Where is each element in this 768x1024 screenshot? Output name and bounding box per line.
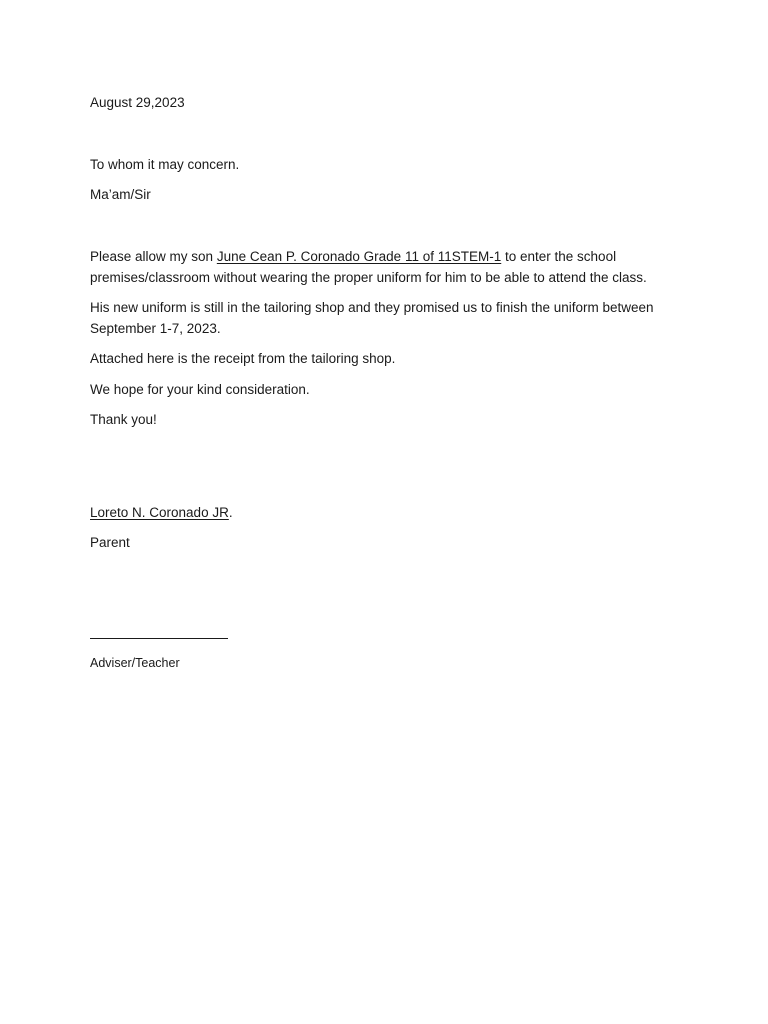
body-paragraph-consideration: We hope for your kind consideration. [90, 382, 310, 397]
request-text-start: Please allow my son [90, 249, 217, 264]
body-paragraph-request [90, 247, 690, 288]
letter-recipient: To whom it may concern. [90, 157, 240, 172]
signatory-role: Parent [90, 535, 130, 550]
student-name: June Cean P. Coronado Grade 11 of 11STEM-1 [216, 249, 502, 264]
signatory-name-line [90, 503, 233, 523]
letter-salutation: Ma’am/Sir [90, 187, 151, 202]
signatory-period: . [228, 505, 233, 520]
letter-closing: Thank you! [90, 412, 157, 427]
adviser-label: Adviser/Teacher [90, 656, 180, 670]
body-paragraph-uniform: His new uniform is still in the tailoring shop and they promised us to finish the uniform between September 1-7, 2023. [90, 300, 654, 336]
letter-date: August 29,2023 [90, 95, 185, 110]
signatory-name: Loreto N. Coronado JR [90, 505, 229, 520]
adviser-signature-line [90, 638, 228, 639]
body-paragraph-receipt: Attached here is the receipt from the tailoring shop. [90, 351, 396, 366]
request-text-end: to enter the school premises/classroom without wearing the proper uniform for him to be able to attend the class. [90, 249, 647, 285]
